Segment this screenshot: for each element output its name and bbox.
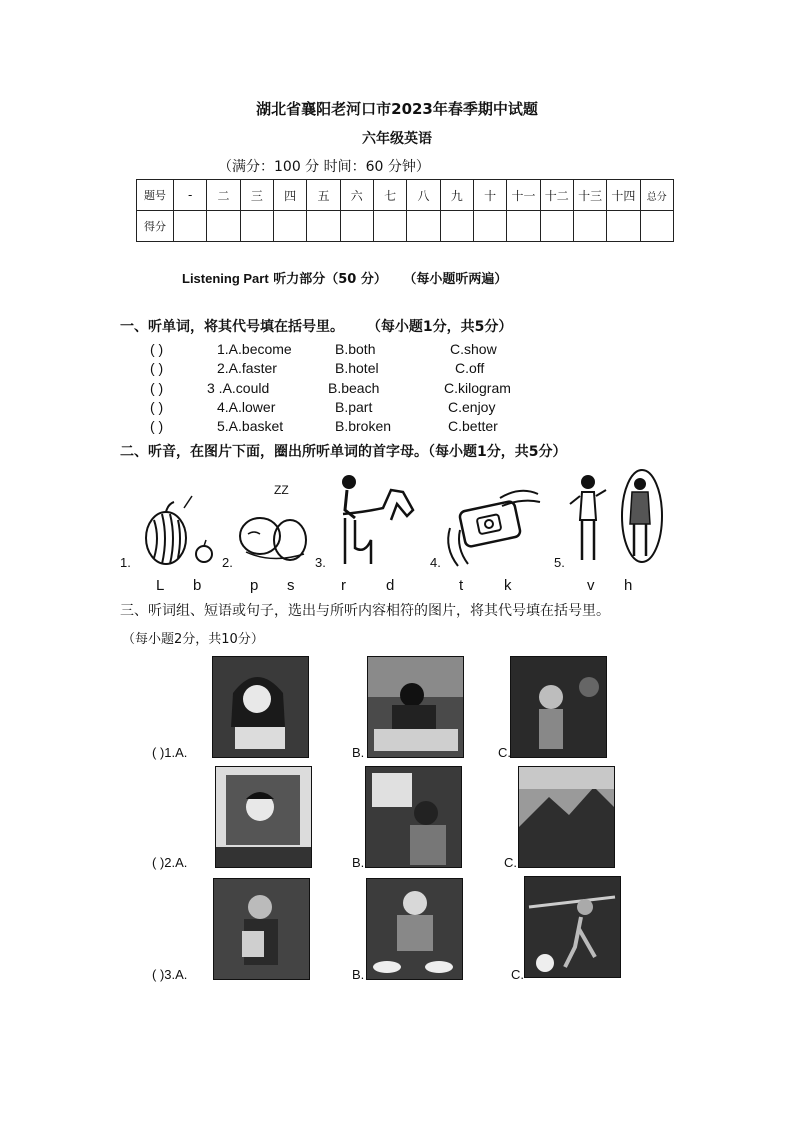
score-blank[interactable]	[407, 211, 440, 242]
table-cell: 二	[207, 180, 240, 211]
section2-title: 二、听音，在图片下面，圈出所听单词的首字母。（每小题1分，共5分）	[120, 444, 567, 460]
table-cell: 三	[240, 180, 273, 211]
photo-boy-eating	[366, 878, 463, 980]
table-cell: 四	[273, 180, 306, 211]
option-label: C.	[511, 967, 524, 982]
option-b: B.both	[335, 341, 376, 357]
section1-title-text: 一、听单词，将其代号填在括号里。	[120, 319, 344, 335]
score-blank[interactable]	[240, 211, 273, 242]
listening-en: Listening Part	[182, 271, 269, 286]
table-cell: 六	[340, 180, 373, 211]
listening-note: （每小题听两遍）	[403, 272, 508, 287]
score-table	[136, 179, 674, 242]
option-c: C.kilogram	[444, 380, 511, 396]
table-cell: 得分	[137, 211, 174, 242]
score-blank[interactable]	[174, 211, 207, 242]
picture-number: 3.	[315, 555, 326, 570]
photo-girl-reading	[212, 656, 309, 758]
score-blank[interactable]	[340, 211, 373, 242]
photo-boy-playing-football	[524, 876, 621, 978]
score-time: （满分：100 分 时间：60 分钟）	[218, 159, 430, 175]
option-label: B.	[352, 855, 365, 870]
section3-note: （每小题2分，共10分）	[122, 632, 264, 647]
sleeping-picture	[232, 468, 312, 573]
option-b: B.broken	[335, 418, 392, 434]
letter-choice[interactable]: r	[341, 577, 346, 594]
exam-title: 湖北省襄阳老河口市2023年春季期中试题	[256, 100, 538, 118]
letter-choice[interactable]: p	[250, 577, 259, 594]
score-blank[interactable]	[473, 211, 506, 242]
phone-camera-picture	[440, 468, 545, 573]
option-c: C.show	[450, 341, 497, 357]
horse-riding-picture	[325, 468, 420, 573]
option-b: B.hotel	[335, 360, 379, 376]
listening-cn: 听力部分（50 分）	[273, 272, 387, 287]
letter-choice[interactable]: k	[504, 577, 512, 594]
score-blank[interactable]	[207, 211, 240, 242]
sleep-text: ZZ	[274, 483, 289, 497]
letter-choice[interactable]: d	[386, 577, 395, 594]
option-a: 2.A.faster	[217, 360, 277, 376]
picture-number: 1.	[120, 555, 131, 570]
score-blank[interactable]	[273, 211, 306, 242]
option-b: B.part	[335, 399, 373, 415]
question-label[interactable]: ( )1.A.	[152, 745, 188, 760]
option-label: C.	[498, 745, 511, 760]
answer-paren[interactable]: ( )	[150, 380, 164, 396]
section3-title: 三、听词组、短语或句子，选出与所听内容相符的图片，将其代号填在括号里。	[120, 603, 610, 619]
table-cell: 十三	[573, 180, 606, 211]
option-c: C.enjoy	[448, 399, 496, 415]
score-blank[interactable]	[440, 211, 473, 242]
option-label: B.	[352, 745, 365, 760]
table-cell: 七	[373, 180, 406, 211]
exam-subtitle: 六年级英语	[362, 131, 432, 147]
score-table-header-row	[137, 180, 674, 211]
option-a: 3 .A.could	[207, 380, 270, 396]
score-table-score-row	[137, 211, 674, 242]
table-cell: -	[174, 180, 207, 211]
answer-paren[interactable]: ( )	[150, 399, 164, 415]
table-cell: 题号	[137, 180, 174, 211]
picture-number: 5.	[554, 555, 565, 570]
question-label[interactable]: ( )2.A.	[152, 855, 188, 870]
answer-paren[interactable]: ( )	[150, 341, 164, 357]
letter-choice[interactable]: b	[193, 577, 202, 594]
letter-choice[interactable]: t	[459, 577, 464, 594]
score-blank[interactable]	[540, 211, 573, 242]
photo-person-reading-book	[213, 878, 310, 980]
table-cell: 总分	[640, 180, 673, 211]
photo-mountain-landscape	[518, 766, 615, 868]
two-boys-picture	[566, 468, 671, 573]
photo-boy-at-desk	[367, 656, 464, 758]
score-blank[interactable]	[640, 211, 673, 242]
watermelon-apple-picture	[140, 468, 220, 573]
table-cell: 五	[307, 180, 340, 211]
section1-title	[120, 316, 512, 336]
letter-choice[interactable]: L	[156, 577, 165, 594]
photo-girl-outdoors	[510, 656, 607, 758]
score-blank[interactable]	[307, 211, 340, 242]
table-cell: 十二	[540, 180, 573, 211]
question-label[interactable]: ( )3.A.	[152, 967, 188, 982]
table-cell: 十一	[507, 180, 540, 211]
table-cell: 十四	[607, 180, 640, 211]
option-c: C.better	[448, 418, 498, 434]
option-c: C.off	[455, 360, 485, 376]
score-blank[interactable]	[373, 211, 406, 242]
score-blank[interactable]	[507, 211, 540, 242]
letter-choice[interactable]: v	[587, 577, 595, 594]
option-label: C.	[504, 855, 517, 870]
table-cell: 八	[407, 180, 440, 211]
option-b: B.beach	[328, 380, 380, 396]
photo-boy-at-window	[215, 766, 312, 868]
answer-paren[interactable]: ( )	[150, 418, 164, 434]
answer-paren[interactable]: ( )	[150, 360, 164, 376]
option-label: B.	[352, 967, 365, 982]
letter-choice[interactable]: s	[287, 577, 295, 594]
picture-number: 2.	[222, 555, 233, 570]
option-a: 5.A.basket	[217, 418, 284, 434]
score-blank[interactable]	[607, 211, 640, 242]
option-a: 4.A.lower	[217, 399, 276, 415]
option-a: 1.A.become	[217, 341, 292, 357]
section1-points: （每小题1分，共5分）	[366, 319, 513, 335]
table-cell: 九	[440, 180, 473, 211]
table-cell: 十	[473, 180, 506, 211]
picture-number: 4.	[430, 555, 441, 570]
listening-heading	[182, 268, 507, 287]
photo-man-at-board	[365, 766, 462, 868]
score-blank[interactable]	[573, 211, 606, 242]
letter-choice[interactable]: h	[624, 577, 633, 594]
